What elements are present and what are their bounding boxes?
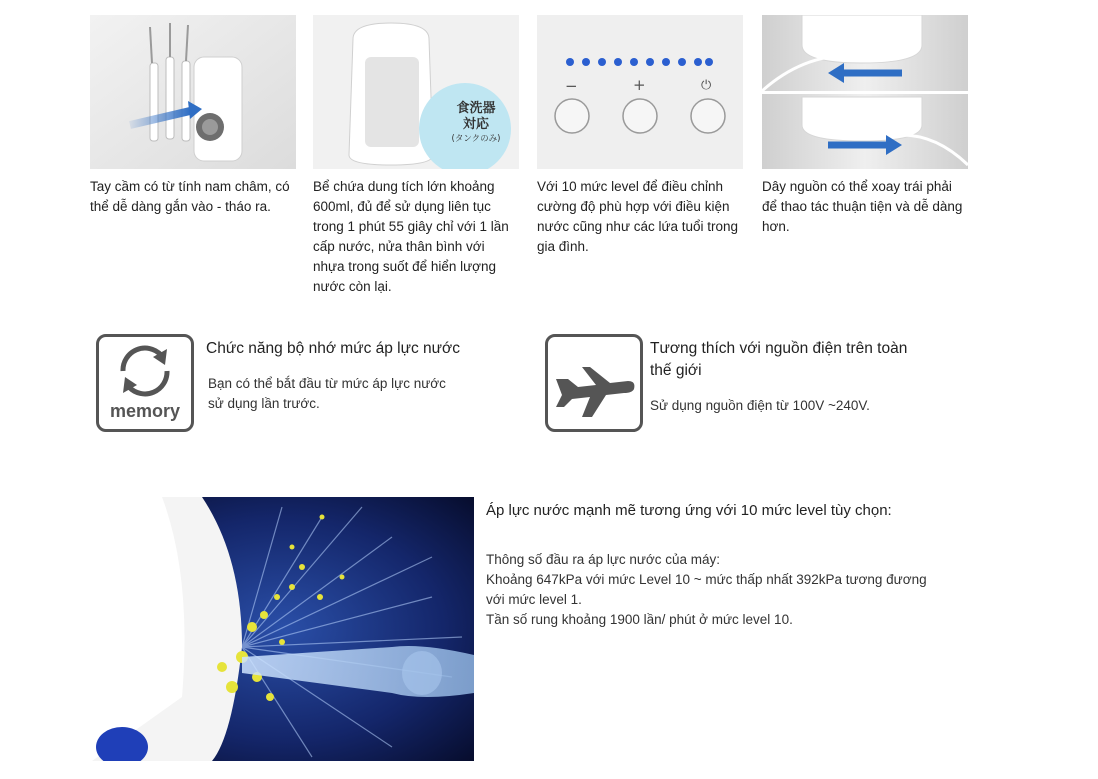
card-caption: Với 10 mức level để điều chỉnh cường độ phù hợp với điều kiện nước cũng như các lứa tuổi trong gia đình.: [537, 179, 739, 254]
airplane-icon: [545, 334, 643, 432]
card-caption: Dây nguồn có thể xoay trái phải để thao tác thuận tiện và dễ dàng hơn.: [762, 179, 963, 234]
card-caption: Bể chứa dung tích lớn khoảng 600ml, đủ để sử dụng liên tục trong 1 phút 55 giây chỉ với 1 lần cấp nước, nửa thân bình với nhựa trong suốt để hiển lượng nước còn lại.: [313, 179, 509, 294]
water-jet-illustration: [92, 497, 474, 761]
plus-symbol: +: [633, 76, 646, 94]
memory-label: memory: [109, 401, 181, 421]
control-panel-photo: [537, 15, 743, 169]
spec-line: Tần số rung khoảng 1900 lần/ phút ở mức level 10.: [486, 612, 793, 627]
tank-photo: [313, 15, 519, 169]
pressure-title: Áp lực nước mạnh mẽ tương ứng với 10 mức level tùy chọn:: [486, 502, 892, 519]
feature-title: Tương thích với nguồn điện trên toàn thế giới: [650, 340, 908, 379]
spec-line: Khoảng 647kPa với mức Level 10 ~ mức thấp nhất 392kPa tương đương với mức level 1.: [486, 572, 927, 607]
memory-icon: [96, 334, 194, 432]
card-caption: Tay cầm có từ tính nam châm, có thể dễ dàng gắn vào - tháo ra.: [90, 179, 290, 214]
cord-photo: [762, 15, 968, 169]
feature-desc: Sử dụng nguồn điện từ 100V ~240V.: [650, 398, 870, 413]
product-card-levels: [537, 15, 743, 257]
handle-photo: [90, 15, 296, 169]
power-icon: ⏻: [701, 78, 712, 93]
product-card-water-tank: [313, 15, 519, 297]
feature-title: Chức năng bộ nhớ mức áp lực nước: [206, 340, 460, 357]
spec-line: Thông số đầu ra áp lực nước của máy:: [486, 552, 721, 567]
product-card-rotating-cord: [762, 15, 968, 237]
pressure-body: [486, 550, 946, 630]
pressure-specs: [486, 500, 946, 630]
dishwasher-badge: 食洗器 対応 (タンクのみ): [451, 101, 501, 144]
minus-symbol: −: [565, 77, 578, 95]
feature-desc: Bạn có thể bắt đầu từ mức áp lực nước sử dụng lần trước.: [208, 376, 446, 411]
product-card-magnet-handle: [90, 15, 296, 217]
